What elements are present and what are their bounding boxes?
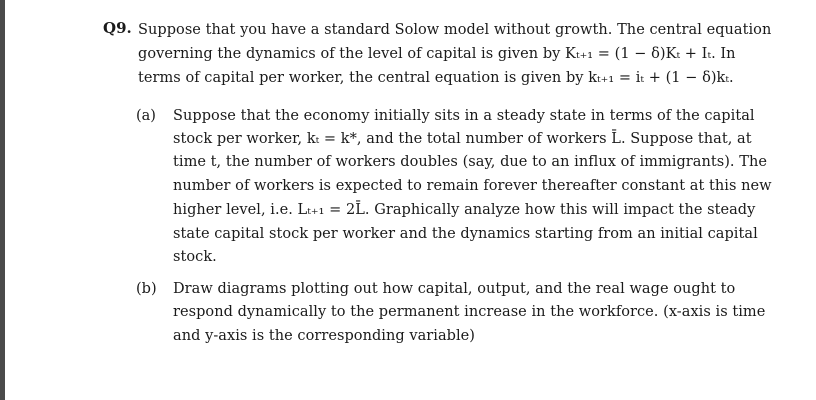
part-a-line-1: Suppose that the economy initially sits in a steady state in terms of the capital [173,108,755,124]
part-a-line-7: stock. [173,249,217,265]
part-a-line-6: state capital stock per worker and the dynamics starting from an initial capital [173,226,758,242]
question-number: Q9. [103,19,132,37]
part-a-line-4: number of workers is expected to remain forever thereafter constant at this new [173,178,772,194]
part-a-line-2: stock per worker, kₜ = k*, and the total number of workers L̄. Suppose that, at [173,131,752,147]
intro-line-1: Suppose that you have a standard Solow model without growth. The central equation [138,22,772,38]
intro-line-3: terms of capital per worker, the central equation is given by kₜ₊₁ = iₜ + (1 − δ)kₜ. [138,70,734,86]
part-a-line-3: time t, the number of workers doubles (say, due to an influx of immigrants). The [173,154,767,170]
part-a-label: (a) [136,108,156,124]
part-a-line-5: higher level, i.e. Lₜ₊₁ = 2L̄. Graphically analyze how this will impact the steady [173,202,756,218]
intro-line-2: governing the dynamics of the level of capital is given by Kₜ₊₁ = (1 − δ)Kₜ + Iₜ. In [138,46,736,62]
part-b-label: (b) [136,281,157,297]
part-b-line-2: respond dynamically to the permanent increase in the workforce. (x-axis is time [173,304,766,320]
part-b-line-3: and y-axis is the corresponding variable) [173,328,476,344]
part-b-line-1: Draw diagrams plotting out how capital, output, and the real wage ought to [173,281,736,297]
